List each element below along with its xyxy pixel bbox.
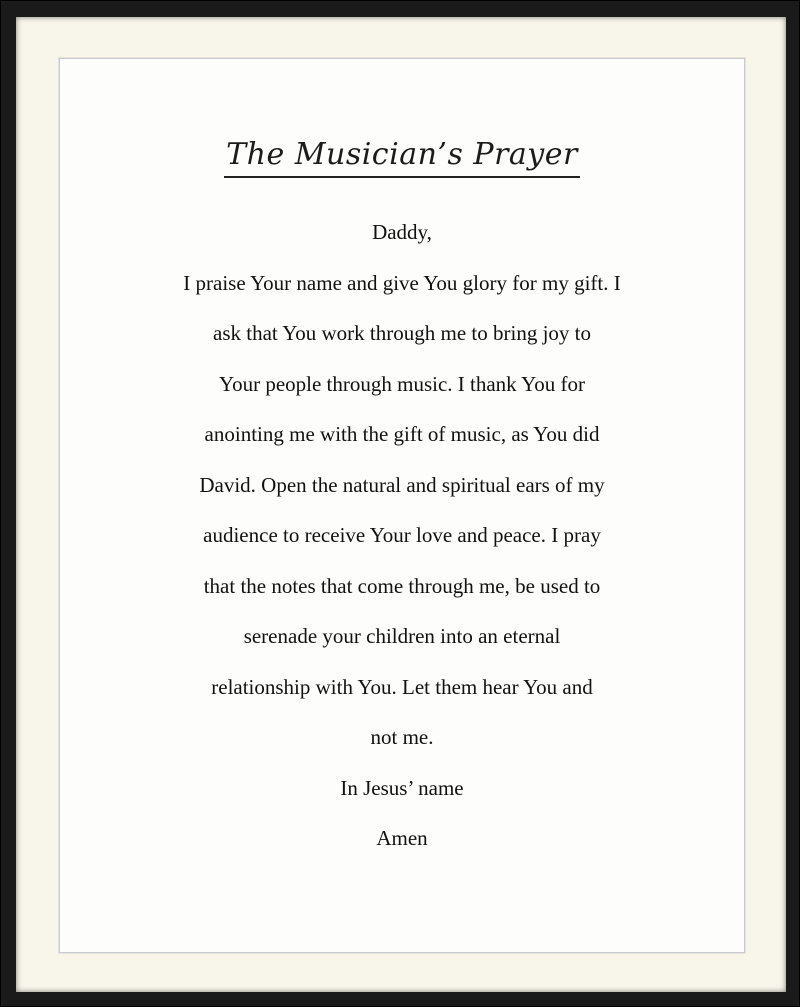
frame-mat (16, 17, 786, 992)
prayer-title (60, 136, 744, 178)
prayer-title-text: The Musician’s Prayer (224, 136, 580, 178)
prayer-line: not me. (370, 725, 434, 749)
prayer-line: audience to receive Your love and peace. I pray (203, 523, 601, 547)
prayer-line: Your people through music. I thank You for (219, 371, 585, 396)
prayer-body (60, 207, 744, 864)
prayer-line: serenade your children into an eternal (243, 624, 561, 648)
prayer-line: relationship with You. Let them hear You and (211, 674, 593, 699)
prayer-line: I praise Your name and give You glory for my gift. I (183, 270, 621, 295)
prayer-line: ask that You work through me to bring joy to (213, 321, 591, 345)
prayer-line: that the notes that come through me, be used to (203, 573, 601, 598)
prayer-sheet (59, 58, 745, 953)
prayer-salutation: Daddy, (372, 220, 432, 244)
prayer-line: anointing me with the gift of music, as You did (204, 422, 600, 446)
prayer-amen: Amen (376, 826, 428, 850)
prayer-line: David. Open the natural and spiritual ears of my (199, 472, 605, 497)
prayer-closing: In Jesus’ name (340, 775, 464, 800)
